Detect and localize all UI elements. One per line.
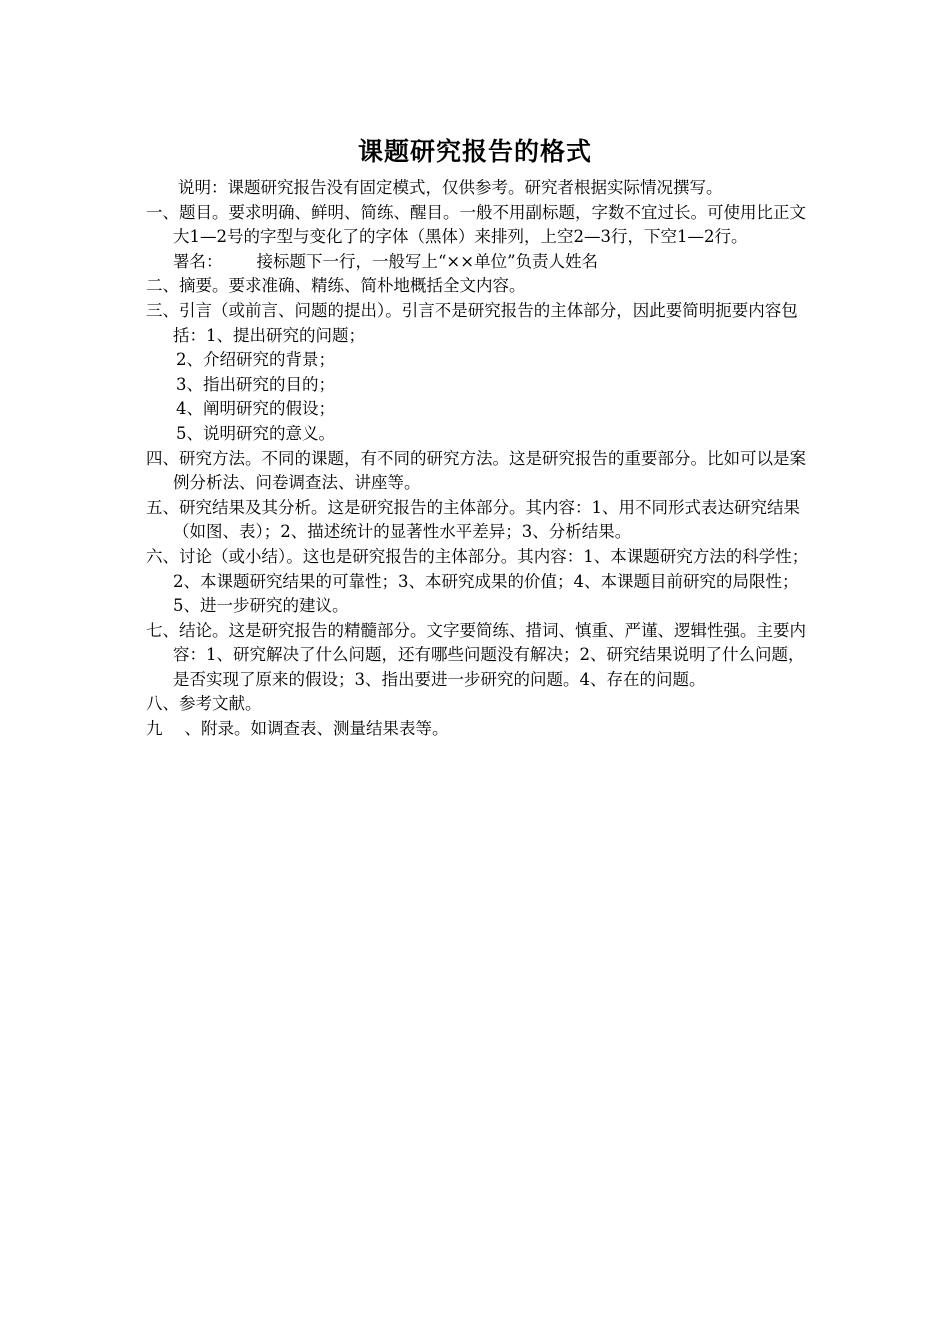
section-conclusion: 七、结论。这是研究报告的精髓部分。文字要简练、措词、慎重、严谨、逻辑性强。主要内容：1、研究解决了什么问题，还有哪些问题没有解决；2、研究结果说明了什么问题，是否实现了原来的假设；3、指出要进一步研究的问题。4、存在的问题。: [146, 620, 806, 689]
signature-text: 接标题下一行，一般写上“××单位”负责人姓名: [256, 251, 599, 271]
section-discussion: 六、讨论（或小结）。这也是研究报告的主体部分。其内容：1、本课题研究方法的科学性；2、本课题研究结果的可靠性；3、本研究成果的价值；4、本课题目前研究的局限性；5、进一步研究的建议。: [146, 546, 809, 616]
introduction-subitem: 2、介绍研究的背景；: [176, 350, 335, 370]
section-signature: [146, 250, 810, 275]
section-results: 五、研究结果及其分析。这是研究报告的主体部分。其内容：1、用不同形式表达研究结果（如图、表）；2、描述统计的显著性水平差异；3、分析结果。: [146, 497, 800, 542]
section-references: 八、参考文献。: [146, 694, 262, 714]
intro-paragraph: 说明：课题研究报告没有固定模式，仅供参考。研究者根据实际情况撰写。: [178, 178, 723, 197]
document-body: [146, 176, 810, 742]
section-introduction: 三、引言（或前言、问题的提出）。引言不是研究报告的主体部分，因此要简明扼要内容包括：1、提出研究的问题；: [146, 300, 798, 345]
section-abstract: 二、摘要。要求准确、精练、简朴地概括全文内容。: [146, 276, 526, 296]
introduction-subitem: 3、指出研究的目的；: [176, 374, 335, 394]
document-title: 课题研究报告的格式: [357, 137, 592, 166]
introduction-subitem: 4、阐明研究的假设；: [176, 399, 335, 419]
section-title-requirements: 一、题目。要求明确、鲜明、简练、醒目。一般不用副标题，字数不宜过长。可使用比正文大1—2号的字型与变化了的字体（黑体）来排列，上空2—3行，下空1—2行。: [146, 202, 806, 247]
section-methods: 四、研究方法。不同的课题，有不同的研究方法。这是研究报告的重要部分。比如可以是案例分析法、问卷调查法、讲座等。: [146, 448, 806, 493]
section-appendix: [146, 717, 810, 742]
appendix-number: 九: [146, 719, 163, 739]
introduction-subitem: 5、说明研究的意义。: [176, 423, 335, 443]
signature-label: 署名：: [173, 251, 223, 271]
appendix-text: 、附录。如调查表、测量结果表等。: [184, 719, 449, 739]
